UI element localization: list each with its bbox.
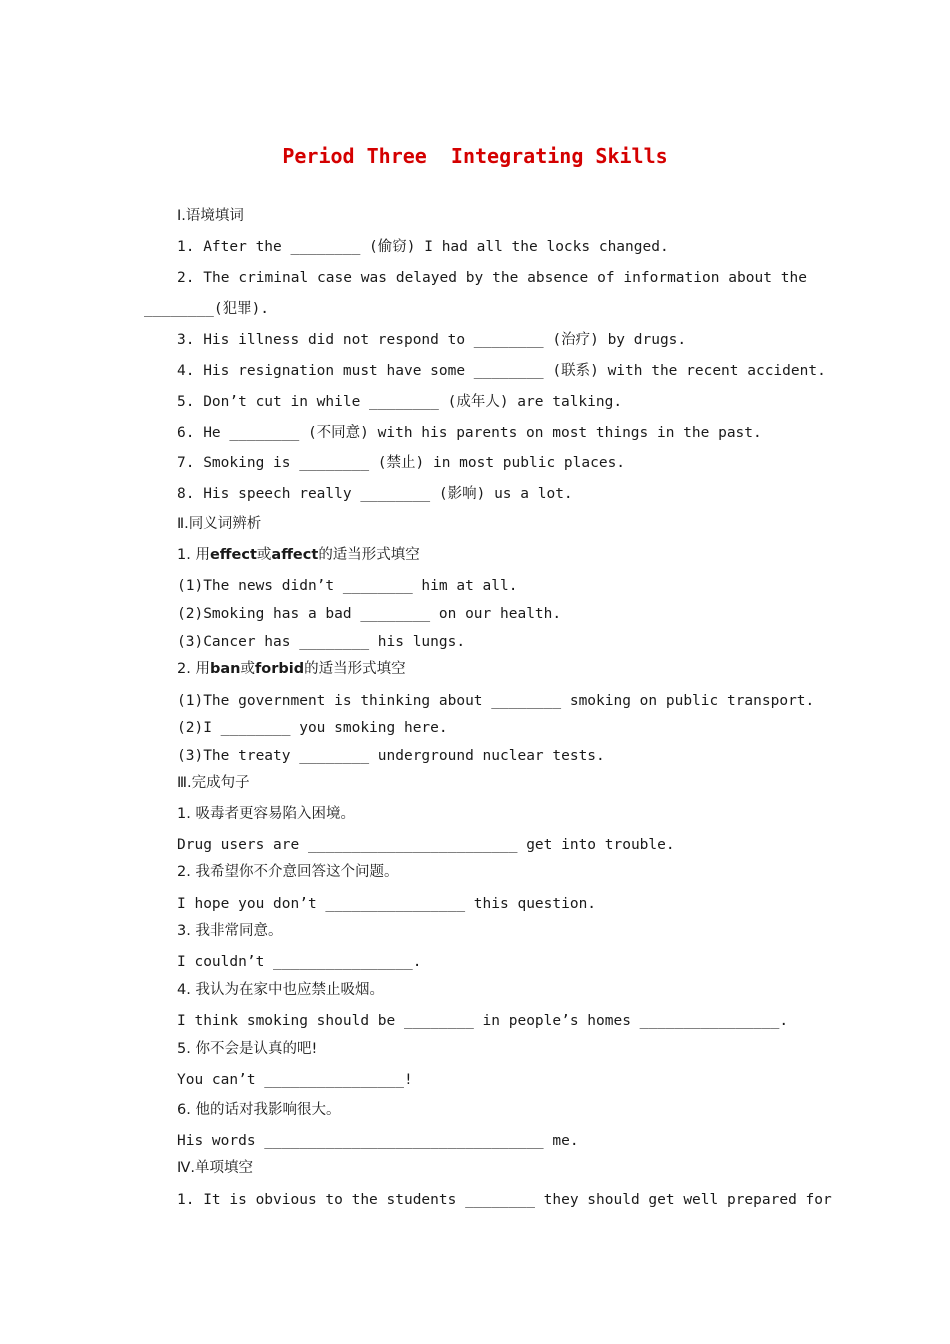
s2-group-1-instruction: 1. 用effect或affect的适当形式填空	[177, 547, 420, 563]
s1-question-2-continued: ________(犯罪).	[144, 301, 270, 317]
s3-answer-5: You can’t ________________!	[177, 1072, 413, 1088]
s3-prompt-4: 4. 我认为在家中也应禁止吸烟。	[177, 982, 384, 998]
s2-group-1-item-1: (1)The news didn’t ________ him at all.	[177, 578, 518, 594]
s3-answer-4: I think smoking should be ________ in people’s homes ________________.	[177, 1013, 789, 1029]
s1-question-2: 2. The criminal case was delayed by the absence of information about the	[177, 270, 807, 286]
s2-group-2-item-3: (3)The treaty ________ underground nuclear tests.	[177, 748, 605, 764]
s4-question-1: 1. It is obvious to the students ________ they should get well prepared for	[177, 1192, 832, 1208]
s3-prompt-3: 3. 我非常同意。	[177, 923, 283, 939]
page-title: Period Three Integrating Skills	[282, 144, 668, 168]
s3-answer-2: I hope you don’t ________________ this question.	[177, 896, 597, 912]
s2-group-1-item-3: (3)Cancer has ________ his lungs.	[177, 634, 466, 650]
s1-question-8: 8. His speech really ________ (影响) us a lot.	[177, 486, 573, 502]
s1-question-3: 3. His illness did not respond to ________ (治疗) by drugs.	[177, 332, 687, 348]
s2-group-1-item-2: (2)Smoking has a bad ________ on our health.	[177, 606, 562, 622]
s1-question-5: 5. Don’t cut in while ________ (成年人) are talking.	[177, 394, 623, 410]
s3-answer-1: Drug users are ________________________ get into trouble.	[177, 837, 675, 853]
s2-group-2-item-2: (2)I ________ you smoking here.	[177, 720, 448, 736]
s3-prompt-5: 5. 你不会是认真的吧!	[177, 1041, 318, 1057]
s3-answer-3: I couldn’t ________________.	[177, 954, 422, 970]
s2-group-2-item-1: (1)The government is thinking about ________ smoking on public transport.	[177, 693, 815, 709]
section-4-heading: Ⅳ.单项填空	[177, 1160, 253, 1176]
section-3-heading: Ⅲ.完成句子	[177, 775, 250, 791]
s3-prompt-1: 1. 吸毒者更容易陷入困境。	[177, 806, 355, 822]
s1-question-4: 4. His resignation must have some ________ (联系) with the recent accident.	[177, 363, 826, 379]
s3-prompt-2: 2. 我希望你不介意回答这个问题。	[177, 864, 399, 880]
s1-question-6: 6. He ________ (不同意) with his parents on most things in the past.	[177, 425, 762, 441]
section-2-heading: Ⅱ.同义词辨析	[177, 516, 262, 532]
s1-question-7: 7. Smoking is ________ (禁止) in most public places.	[177, 455, 626, 471]
s1-question-1: 1. After the ________ (偷窃) I had all the locks changed.	[177, 239, 669, 255]
s2-group-2-instruction: 2. 用ban或forbid的适当形式填空	[177, 661, 406, 677]
s3-answer-6: His words ________________________________ me.	[177, 1133, 579, 1149]
section-1-heading: Ⅰ.语境填词	[177, 208, 244, 224]
s3-prompt-6: 6. 他的话对我影响很大。	[177, 1102, 341, 1118]
